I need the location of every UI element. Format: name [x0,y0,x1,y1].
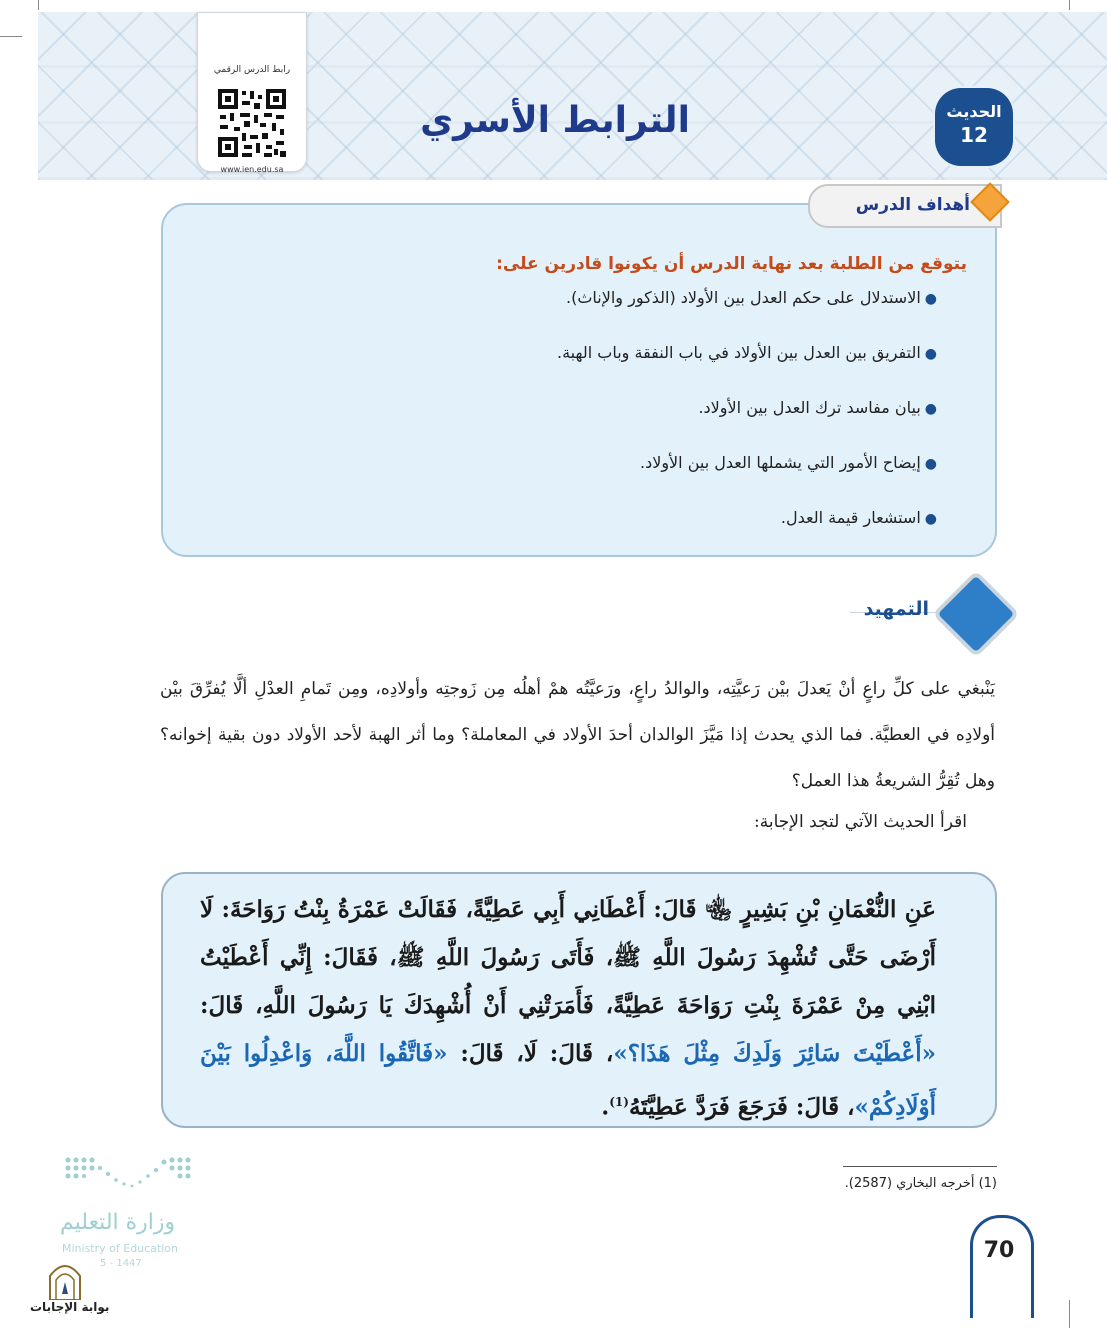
goal-item [177,502,937,557]
bullet-icon: ● [924,511,937,527]
bullet-icon: ● [924,401,937,417]
intro-paragraph: يَنْبغي على كلِّ راعٍ أنْ يَعدلَ بيْن رَعيَّتِه، والوالدُ راعٍ، ورَعيَّتُه همْ أهلُه مِن زَوجتِه وأولادِه، ومِن تَمامِ العدْلِ ألَّا يُفرِّقَ بيْن أولادِه في العطيَّة. فما الذي يحدث إذا مَيَّزَ الوالدان أحدَ الأولاد في المعاملة؟ وما أثر الهبة لأحد الأولاد دون بقية إخوانه؟ وهل تُقِرُّ الشريعةُ هذا العمل؟ [160,679,995,791]
hadith-part: عَنِ النُّعْمَانِ بْنِ بَشِيرٍ ﵄ قَالَ: أَعْطَانِي أَبِي عَطِيَّةً، فَقَالَتْ عَمْرَةُ بِنْتُ رَوَاحَةَ: لَا أَرْضَى حَتَّى تُشْهِدَ رَسُولَ اللَّهِ ﷺ، فَأَتَى رَسُولَ اللَّهِ ﷺ، فَقَالَ: إِنِّي أَعْطَيْتُ ابْنِي مِنْ عَمْرَةَ بِنْتِ رَوَاحَةَ عَطِيَّةً، فَأَمَرَتْنِي أَنْ أُشْهِدَكَ يَا رَسُولَ اللَّهِ، قَالَ: [200,896,936,1019]
goal-text: بيان مفاسد ترك العدل بين الأولاد. [698,398,921,417]
bullet-icon: ● [924,346,937,362]
goals-intro: يتوقع من الطلبة بعد نهاية الدرس أن يكونوا قادرين على: [496,254,967,274]
crop-mark [0,36,22,37]
ministry-year: 5 - 1447 [100,1258,142,1269]
page-number-tab [970,1215,1034,1318]
qr-code-icon[interactable] [216,81,288,165]
footnote-rule [843,1166,997,1167]
goals-list [177,282,937,557]
read-prompt: اقرأ الحديث الآتي لتجد الإجابة: [754,812,967,832]
goals-tab-title: أهداف الدرس [855,195,970,215]
bullet-icon: ● [924,456,937,472]
hadith-end: . [601,1093,610,1121]
footnote: (1) أخرجه البخاري (2587). [844,1176,997,1191]
bullet-icon: ● [924,291,937,307]
octagon-ornament-icon [932,570,1020,658]
footnote-marker[interactable]: (1) [609,1095,629,1109]
goals-tab [808,184,1002,228]
goal-text: التفريق بين العدل بين الأولاد في باب النفقة وباب الهبة. [557,343,921,362]
hadith-badge-label: الحديث [946,102,1002,121]
qr-url: www.ien.edu.sa [220,165,284,174]
ministry-name-ar: وزارة التعليم [60,1210,176,1235]
ministry-name-en: Ministry of Education [62,1242,179,1255]
page-number: 70 [983,1238,1015,1263]
crop-mark [1069,1300,1070,1328]
goal-text: استشعار قيمة العدل. [780,508,921,527]
hadith-part: ، قَالَ: لَا، قَالَ: [460,1040,614,1067]
qr-label: رابط الدرس الرقمي [213,65,291,75]
hadith-text [200,886,936,1132]
goal-item [177,282,937,337]
intro-section-title: التمهيد [863,598,929,620]
crop-mark [1069,0,1070,10]
goal-item [177,447,937,502]
hadith-quote: «أَعْطَيْتَ سَائِرَ وَلَدِكَ مِثْلَ هَذَا؟» [613,1040,937,1067]
hadith-badge [935,88,1013,166]
hadith-badge-number: 12 [960,123,988,147]
goal-item [177,392,937,447]
goal-item [177,337,937,392]
hadith-part: ، قَالَ: فَرَجَعَ فَرَدَّ عَطِيَّتَهُ [628,1093,855,1121]
goal-text: الاستدلال على حكم العدل بين الأولاد (الذكور والإناث). [566,288,921,307]
portal-logo-icon [46,1260,84,1300]
crop-mark [38,0,39,10]
ministry-logo-icon [60,1152,200,1200]
hadith-quote: «فَاتَّقُوا اللَّهَ، وَاعْدِلُوا بَيْنَ أَوْلَادِكُمْ» [200,1040,936,1121]
portal-label: بوابة الإجابات [30,1300,110,1314]
page-title: الترابط الأسري [420,100,690,141]
goal-text: إيضاح الأمور التي يشملها العدل بين الأولاد. [639,453,921,472]
qr-card[interactable] [197,12,307,172]
